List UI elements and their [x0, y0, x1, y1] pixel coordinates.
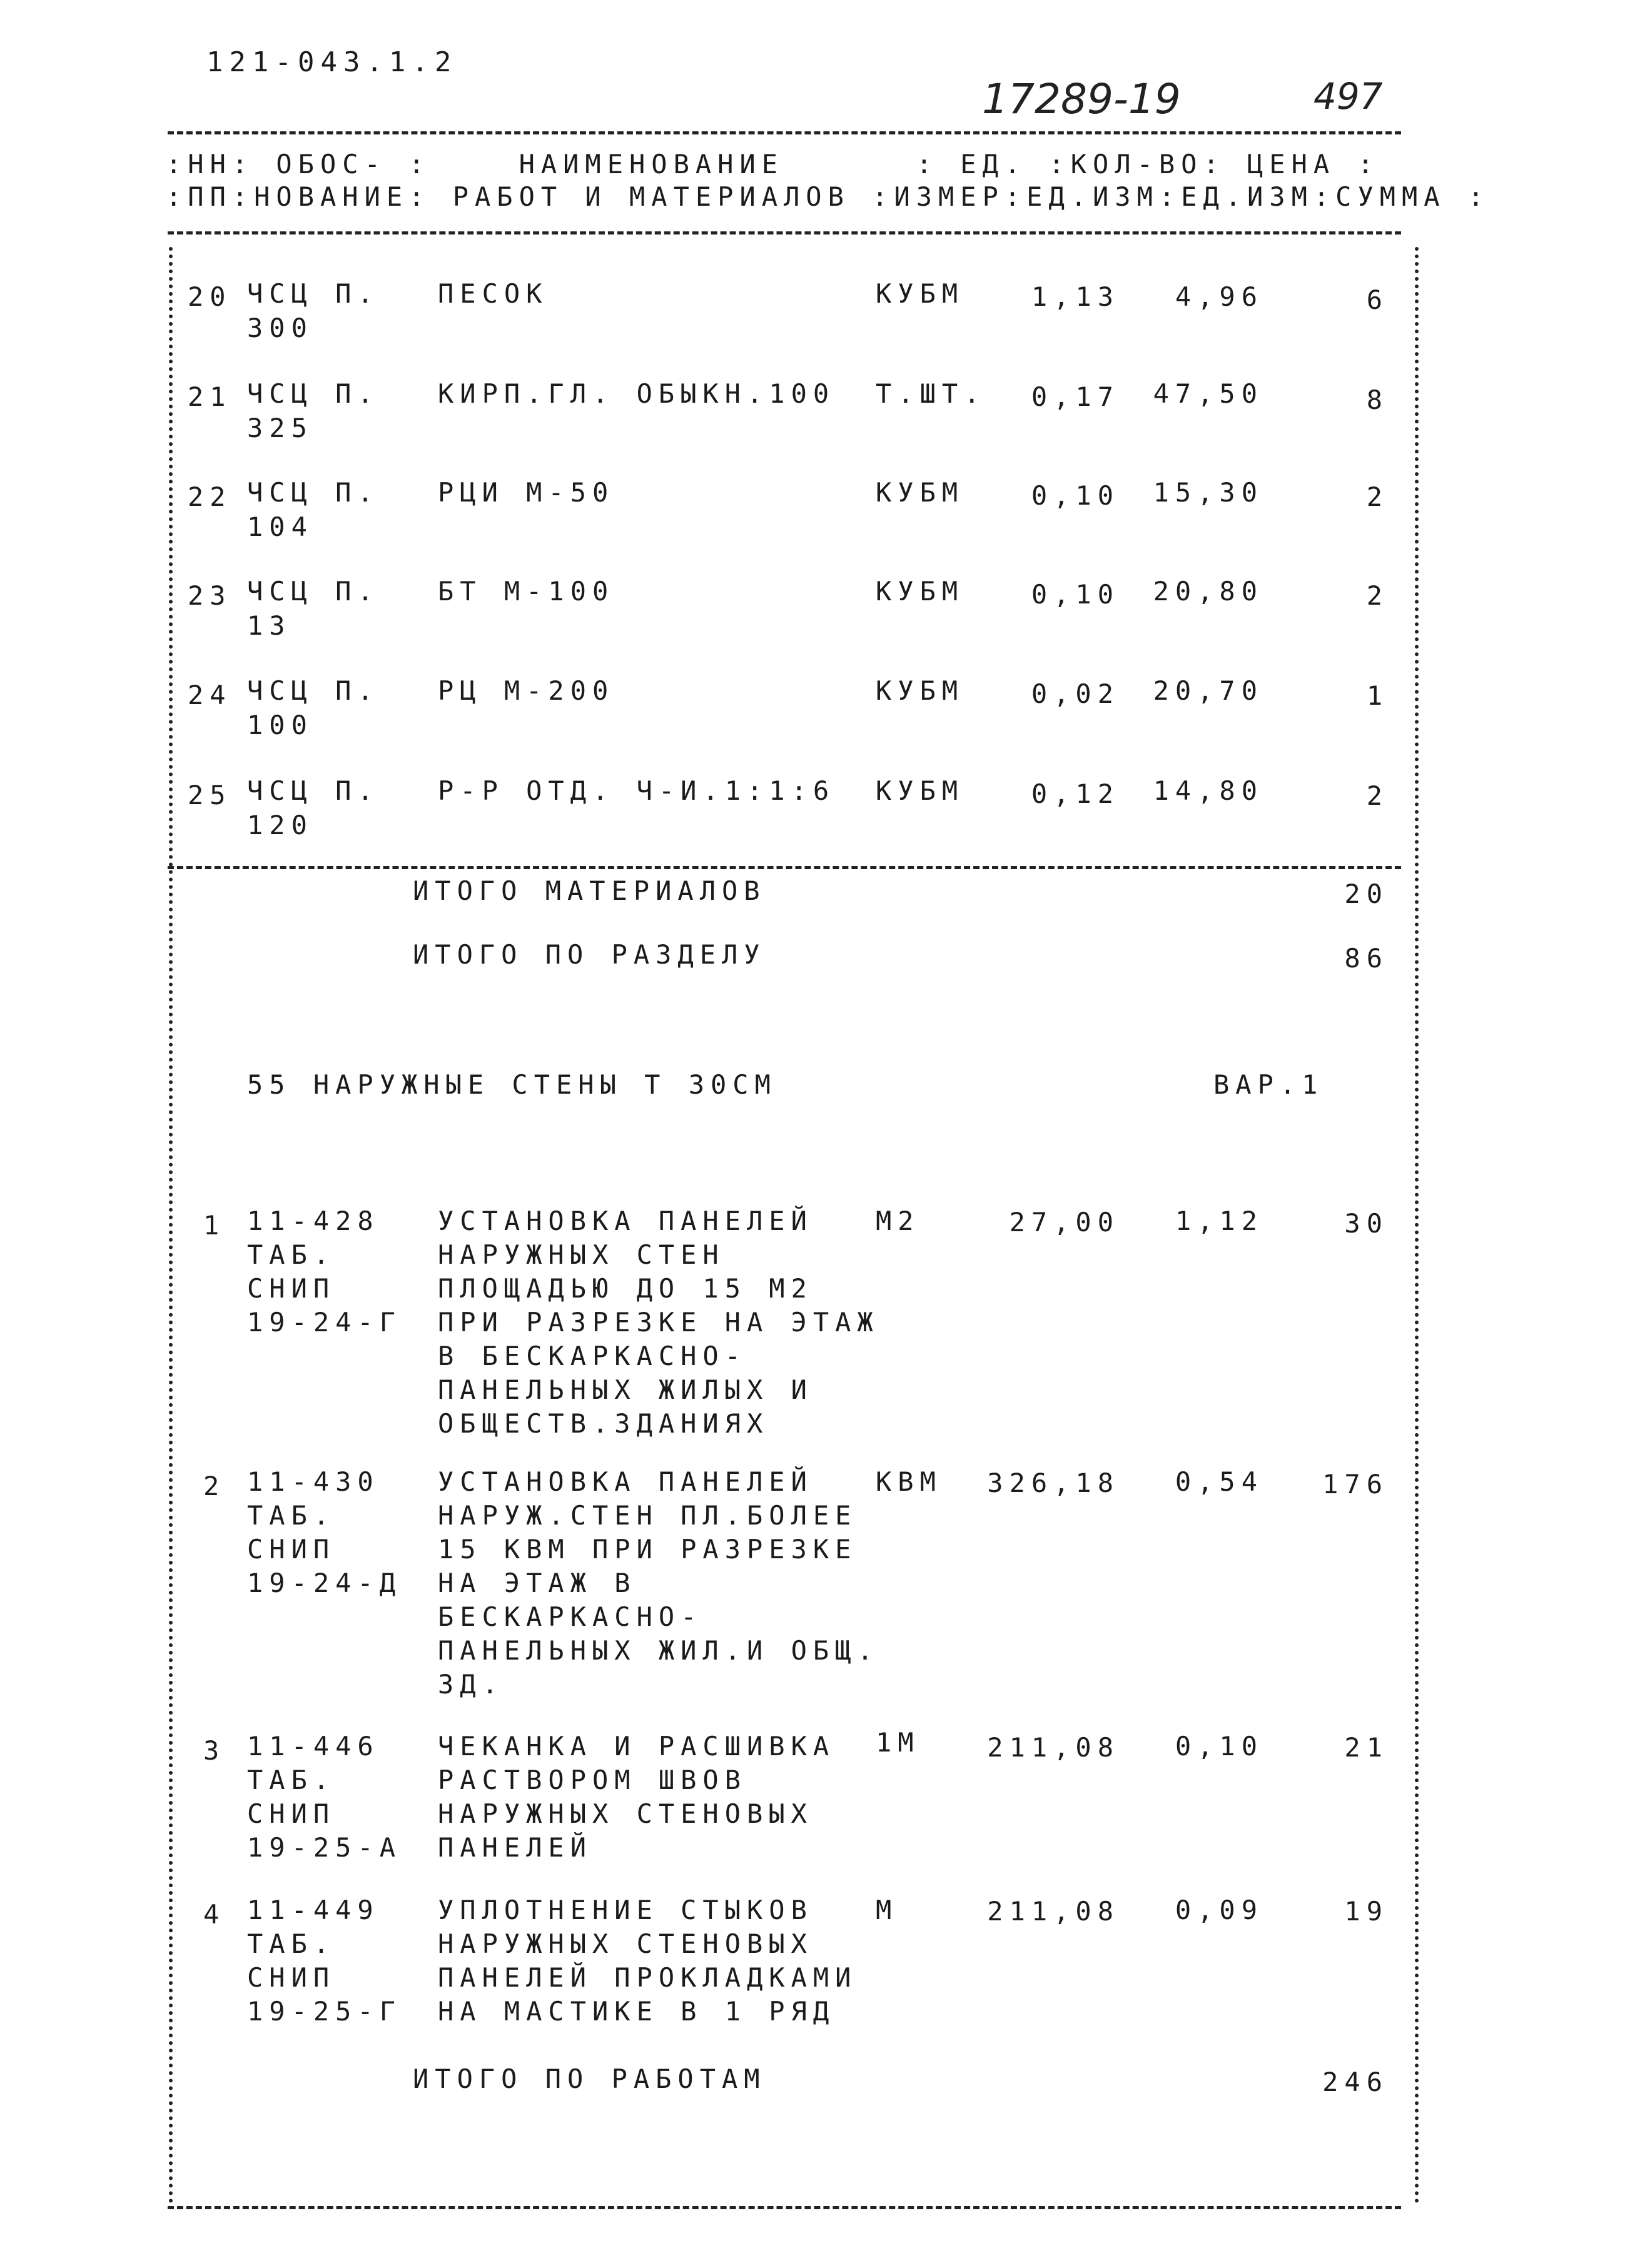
header-line-1: :НН: ОБОС- : НАИМЕНОВАНИЕ : ЕД. :КОЛ-ВО: ЦЕНА :	[166, 149, 1380, 179]
item-name: ПАНЕЛЕЙ ПРОКЛАДКАМИ	[438, 1962, 858, 1993]
basis-line: 300	[247, 313, 313, 343]
item-name: НАРУЖНЫХ СТЕН	[438, 1239, 725, 1270]
unit: КВМ	[876, 1466, 942, 1497]
row-number: 24	[188, 680, 232, 710]
basis-line: ЧСЦ П.	[247, 775, 380, 806]
left-border	[169, 247, 173, 2204]
sum: 2	[1366, 580, 1389, 611]
basis-line: ТАБ.	[247, 1500, 336, 1531]
basis-line: 325	[247, 413, 313, 443]
sum: 8	[1366, 385, 1389, 415]
item-name: ПАНЕЛЬНЫХ ЖИЛЫХ И	[438, 1374, 813, 1405]
item-name: ПЛОЩАДЬЮ ДО 15 М2	[438, 1273, 813, 1304]
item-name: НАРУЖНЫХ СТЕНОВЫХ	[438, 1928, 813, 1959]
item-name: БЕСКАРКАСНО-	[438, 1601, 703, 1632]
sum: 2	[1366, 481, 1389, 512]
item-name: НА ЭТАЖ В	[438, 1568, 637, 1598]
basis-line: 19-25-А	[247, 1832, 402, 1863]
top-rule	[168, 131, 1401, 134]
sum: 1	[1366, 680, 1389, 711]
unit: КУБМ	[876, 477, 964, 508]
item-name: УПЛОТНЕНИЕ СТЫКОВ	[438, 1895, 813, 1925]
materials-end-rule	[168, 866, 1401, 869]
basis-line: СНИП	[247, 1534, 336, 1565]
basis-line: ЧСЦ П.	[247, 675, 380, 706]
header-line-2: :ПП:НОВАНИЕ: РАБОТ И МАТЕРИАЛОВ :ИЗМЕР:ЕД.ИЗМ:ЕД.ИЗМ:СУММА :	[166, 181, 1491, 212]
unit: КУБМ	[876, 576, 964, 607]
row-number: 22	[188, 481, 232, 512]
basis-line: СНИП	[247, 1273, 336, 1304]
document-code: 121-043.1.2	[206, 46, 458, 78]
quantity: 211,08	[987, 1896, 1120, 1927]
row-number: 25	[188, 780, 232, 810]
item-name: 15 КВМ ПРИ РАЗРЕЗКЕ	[438, 1534, 858, 1565]
row-number: 4	[203, 1899, 226, 1930]
price: 14,80	[1153, 775, 1263, 806]
item-name: В БЕСКАРКАСНО-	[438, 1341, 747, 1371]
unit: КУБМ	[876, 775, 964, 806]
basis-line: 120	[247, 810, 313, 840]
unit: М	[876, 1895, 898, 1925]
sum: 176	[1322, 1469, 1389, 1499]
sum: 6	[1366, 285, 1389, 315]
total-works-label: ИТОГО ПО РАБОТАМ	[413, 2064, 766, 2094]
quantity: 0,10	[1031, 579, 1120, 610]
quantity: 0,02	[1031, 678, 1120, 709]
handwritten-number: 17289-19	[982, 75, 1181, 123]
row-number: 3	[203, 1735, 226, 1766]
item-name: УСТАНОВКА ПАНЕЛЕЙ	[438, 1466, 813, 1497]
total-materials-value: 20	[1344, 879, 1389, 909]
unit: М2	[876, 1206, 920, 1236]
section-variant: ВАР.1	[1213, 1069, 1324, 1100]
item-name: РЦИ М-50	[438, 477, 615, 508]
item-name: НАРУЖ.СТЕН ПЛ.БОЛЕЕ	[438, 1500, 858, 1531]
total-section-value: 86	[1344, 943, 1389, 974]
row-number: 21	[188, 381, 232, 412]
total-works-value: 246	[1322, 2067, 1389, 2097]
item-name: ЗД.	[438, 1669, 504, 1700]
price: 47,50	[1153, 378, 1263, 409]
price: 15,30	[1153, 477, 1263, 508]
price: 1,12	[1175, 1206, 1263, 1236]
header-rule	[168, 231, 1401, 234]
price: 0,09	[1175, 1895, 1263, 1925]
quantity: 0,17	[1031, 381, 1120, 412]
price: 20,80	[1153, 576, 1263, 607]
unit: 1М	[876, 1727, 920, 1758]
unit: Т.ШТ.	[876, 378, 986, 409]
basis-line: 13	[247, 610, 291, 641]
item-name: КИРП.ГЛ. ОБЫКН.100	[438, 378, 836, 409]
unit: КУБМ	[876, 278, 964, 309]
item-name: РЦ М-200	[438, 675, 615, 706]
basis-line: 11-449	[247, 1895, 380, 1925]
basis-line: СНИП	[247, 1798, 336, 1829]
sum: 2	[1366, 780, 1389, 811]
basis-line: 11-428	[247, 1206, 380, 1236]
basis-line: ТАБ.	[247, 1239, 336, 1270]
row-number: 1	[203, 1210, 226, 1241]
bottom-rule	[168, 2206, 1401, 2209]
page-number: 497	[1314, 75, 1383, 118]
quantity: 211,08	[987, 1732, 1120, 1763]
item-name: ПРИ РАЗРЕЗКЕ НА ЭТАЖ	[438, 1307, 879, 1338]
basis-line: 19-24-Д	[247, 1568, 402, 1598]
quantity: 326,18	[987, 1468, 1120, 1498]
basis-line: 11-430	[247, 1466, 380, 1497]
item-name: НАРУЖНЫХ СТЕНОВЫХ	[438, 1798, 813, 1829]
item-name: ПЕСОК	[438, 278, 549, 309]
item-name: ПАНЕЛЬНЫХ ЖИЛ.И ОБЩ.	[438, 1635, 879, 1666]
basis-line: 19-25-Г	[247, 1996, 402, 2027]
basis-line: 104	[247, 512, 313, 542]
basis-line: ТАБ.	[247, 1928, 336, 1959]
row-number: 20	[188, 281, 232, 312]
basis-line: ЧСЦ П.	[247, 477, 380, 508]
total-section-label: ИТОГО ПО РАЗДЕЛУ	[413, 939, 766, 970]
item-name: БТ М-100	[438, 576, 615, 607]
basis-line: ТАБ.	[247, 1765, 336, 1795]
quantity: 0,10	[1031, 480, 1120, 511]
basis-line: 100	[247, 710, 313, 740]
right-border	[1415, 247, 1419, 2204]
row-number: 23	[188, 580, 232, 611]
price: 4,96	[1175, 281, 1263, 312]
unit: КУБМ	[876, 675, 964, 706]
price: 0,10	[1175, 1731, 1263, 1761]
price: 20,70	[1153, 675, 1263, 706]
sum: 30	[1344, 1208, 1389, 1239]
basis-line: СНИП	[247, 1962, 336, 1993]
basis-line: ЧСЦ П.	[247, 278, 380, 309]
quantity: 1,13	[1031, 281, 1120, 312]
basis-line: ЧСЦ П.	[247, 576, 380, 607]
total-materials-label: ИТОГО МАТЕРИАЛОВ	[413, 875, 766, 906]
sum: 21	[1344, 1732, 1389, 1763]
basis-line: 19-24-Г	[247, 1307, 402, 1338]
item-name: Р-Р ОТД. Ч-И.1:1:6	[438, 775, 836, 806]
quantity: 27,00	[1009, 1207, 1120, 1237]
price: 0,54	[1175, 1466, 1263, 1497]
row-number: 2	[203, 1471, 226, 1501]
item-name: РАСТВОРОМ ШВОВ	[438, 1765, 747, 1795]
quantity: 0,12	[1031, 779, 1120, 809]
basis-line: 11-446	[247, 1731, 380, 1761]
sum: 19	[1344, 1896, 1389, 1927]
item-name: УСТАНОВКА ПАНЕЛЕЙ	[438, 1206, 813, 1236]
item-name: НА МАСТИКЕ В 1 РЯД	[438, 1996, 836, 2027]
section-title: 55 НАРУЖНЫЕ СТЕНЫ Т 30СМ	[247, 1069, 777, 1100]
item-name: ЧЕКАНКА И РАСШИВКА	[438, 1731, 836, 1761]
basis-line: ЧСЦ П.	[247, 378, 380, 409]
item-name: ОБЩЕСТВ.ЗДАНИЯХ	[438, 1408, 769, 1439]
item-name: ПАНЕЛЕЙ	[438, 1832, 593, 1863]
